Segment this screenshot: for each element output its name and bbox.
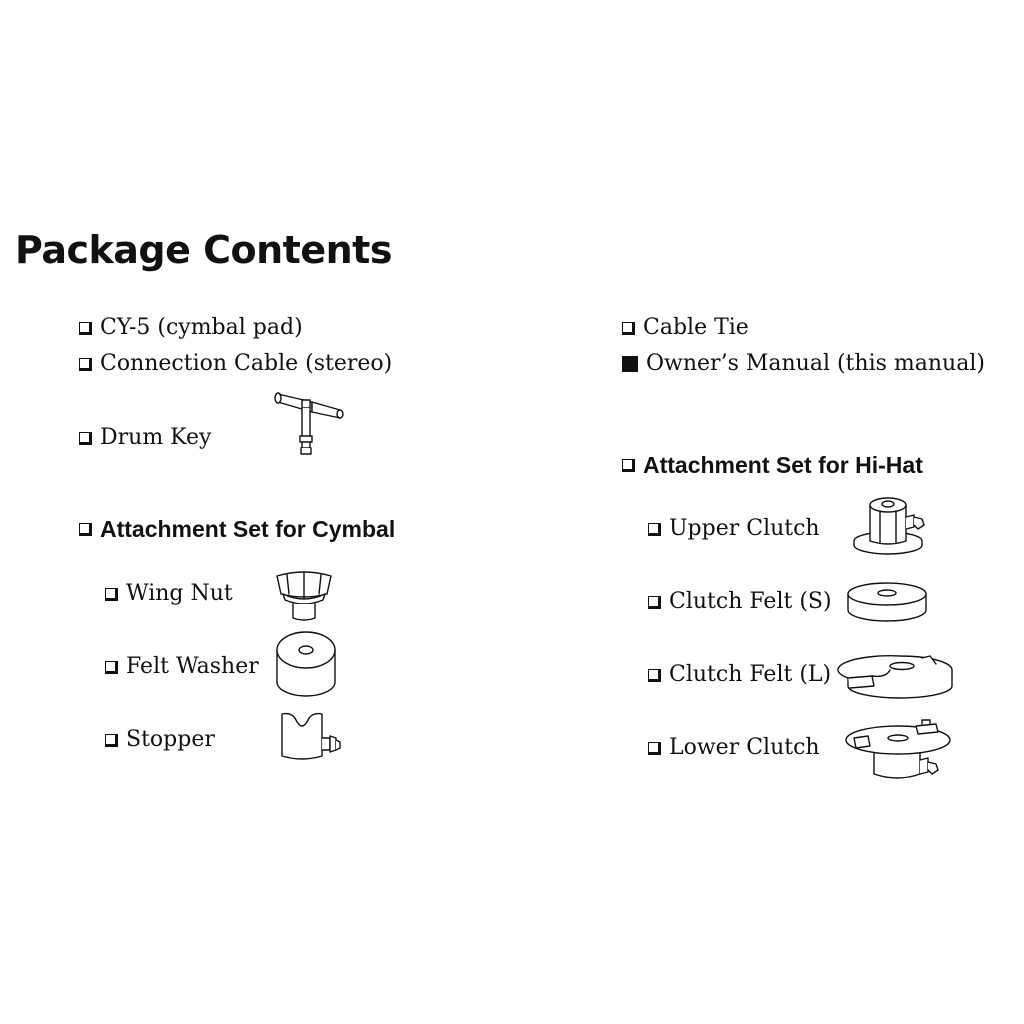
wing-nut-icon <box>273 568 335 622</box>
clutch-felt-s-icon <box>846 580 928 624</box>
checkbox-icon <box>105 661 118 674</box>
item-label: Clutch Felt (S) <box>669 589 832 614</box>
item-label: Owner’s Manual (this manual) <box>646 351 985 376</box>
section-heading-hihat <box>622 452 923 478</box>
item-label: CY-5 (cymbal pad) <box>100 315 303 340</box>
list-item-clutch-felt-s <box>648 589 832 615</box>
checkbox-icon <box>622 459 635 472</box>
list-item-drum-key <box>79 425 211 451</box>
item-label: Felt Washer <box>126 654 259 679</box>
list-item-upper-clutch <box>648 516 820 542</box>
item-label: Connection Cable (stereo) <box>100 351 393 376</box>
upper-clutch-icon <box>852 495 932 557</box>
checkbox-icon <box>648 523 661 536</box>
list-item-cable <box>79 351 392 377</box>
filled-square-icon <box>622 356 638 372</box>
checkbox-icon <box>105 734 118 747</box>
item-label: Wing Nut <box>126 581 233 606</box>
checkbox-icon <box>622 322 635 335</box>
item-label: Cable Tie <box>643 315 749 340</box>
drum-key-icon <box>272 388 352 460</box>
list-item-cy5 <box>79 315 303 341</box>
list-item-lower-clutch <box>648 735 820 761</box>
item-label: Lower Clutch <box>669 735 820 760</box>
felt-washer-icon <box>275 628 337 698</box>
list-item-manual <box>622 351 985 377</box>
page-title: Package Contents <box>15 228 392 272</box>
checkbox-icon <box>105 588 118 601</box>
heading-label: Attachment Set for Cymbal <box>100 516 396 542</box>
checkbox-icon <box>79 322 92 335</box>
section-heading-cymbal <box>79 516 395 542</box>
item-label: Stopper <box>126 727 215 752</box>
list-item-cable-tie <box>622 315 749 341</box>
checkbox-icon <box>79 358 92 371</box>
list-item-wing-nut <box>105 581 233 607</box>
list-item-felt-washer <box>105 654 259 680</box>
checkbox-icon <box>79 432 92 445</box>
lower-clutch-icon <box>846 716 958 786</box>
clutch-felt-l-icon <box>846 652 958 704</box>
item-label: Clutch Felt (L) <box>669 662 832 687</box>
item-label: Upper Clutch <box>669 516 820 541</box>
list-item-clutch-felt-l <box>648 662 831 688</box>
stopper-icon <box>278 710 344 766</box>
checkbox-icon <box>79 523 92 536</box>
item-label: Drum Key <box>100 425 212 450</box>
heading-label: Attachment Set for Hi-Hat <box>643 452 923 478</box>
checkbox-icon <box>648 596 661 609</box>
list-item-stopper <box>105 727 215 753</box>
checkbox-icon <box>648 742 661 755</box>
checkbox-icon <box>648 669 661 682</box>
